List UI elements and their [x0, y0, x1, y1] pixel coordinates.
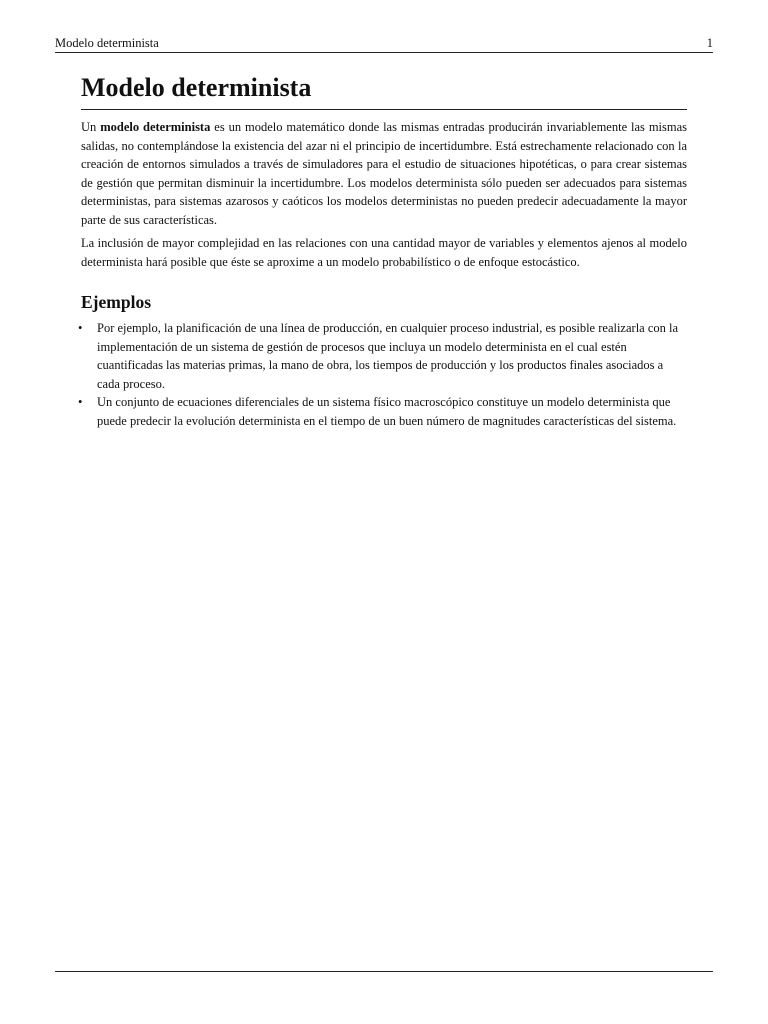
list-item-text: Por ejemplo, la planificación de una línea de producción, en cualquier proceso industrial, es posible realizarla con la implementación de un sistema de gestión de procesos que incluya un modelo determinista en el cual estén cuantificadas las materias primas, la mano de obra, los tiempos de producción y los productos finales asociados a cada proceso. [97, 321, 679, 391]
bullet-icon: • [78, 321, 83, 335]
footer-rule [55, 971, 713, 972]
article-title: Modelo determinista [81, 70, 687, 110]
intro-paragraph-body: es un modelo matemático donde las mismas entradas producirán invariablemente las mismas salidas, no contemplándose la existencia del azar ni el principio de incertidumbre. Está estrechamente relacionado con la creación de entornos simulados a través de simuladores para el estudio de situaciones hipotéticas, o para crear sistemas de gestión que permitan disminuir la incertidumbre. Los modelos determinista sólo pueden ser adecuados para sistemas deterministas, para sistemas azarosos y caóticos los modelos deterministas no pueden predecir adecuadamente la mayor parte de sus características. [81, 120, 688, 227]
intro-term-bold: modelo determinista [100, 120, 211, 134]
list-item [78, 393, 687, 430]
running-header [55, 35, 713, 53]
intro-paragraph [81, 118, 687, 229]
list-item-text: Un conjunto de ecuaciones diferenciales de un sistema físico macroscópico constituye un modelo determinista que puede predecir la evolución determinista en el tiempo de un buen número de magnitudes características del sistema. [97, 395, 677, 428]
page-number: 1 [706, 36, 713, 50]
intro-paragraph-lead: Un [81, 120, 101, 134]
section-heading-ejemplos: Ejemplos [81, 292, 151, 312]
bullet-icon: • [78, 395, 83, 409]
running-header-title: Modelo determinista [55, 36, 159, 50]
list-item [78, 319, 687, 393]
article-body [78, 70, 688, 430]
complexity-paragraph: La inclusión de mayor complejidad en las relaciones con una cantidad mayor de variables y elementos ajenos al modelo determinista hará posible que éste se aproxime a un modelo probabilístico o de enfoque estocástico. [81, 236, 687, 269]
examples-list [78, 319, 687, 430]
